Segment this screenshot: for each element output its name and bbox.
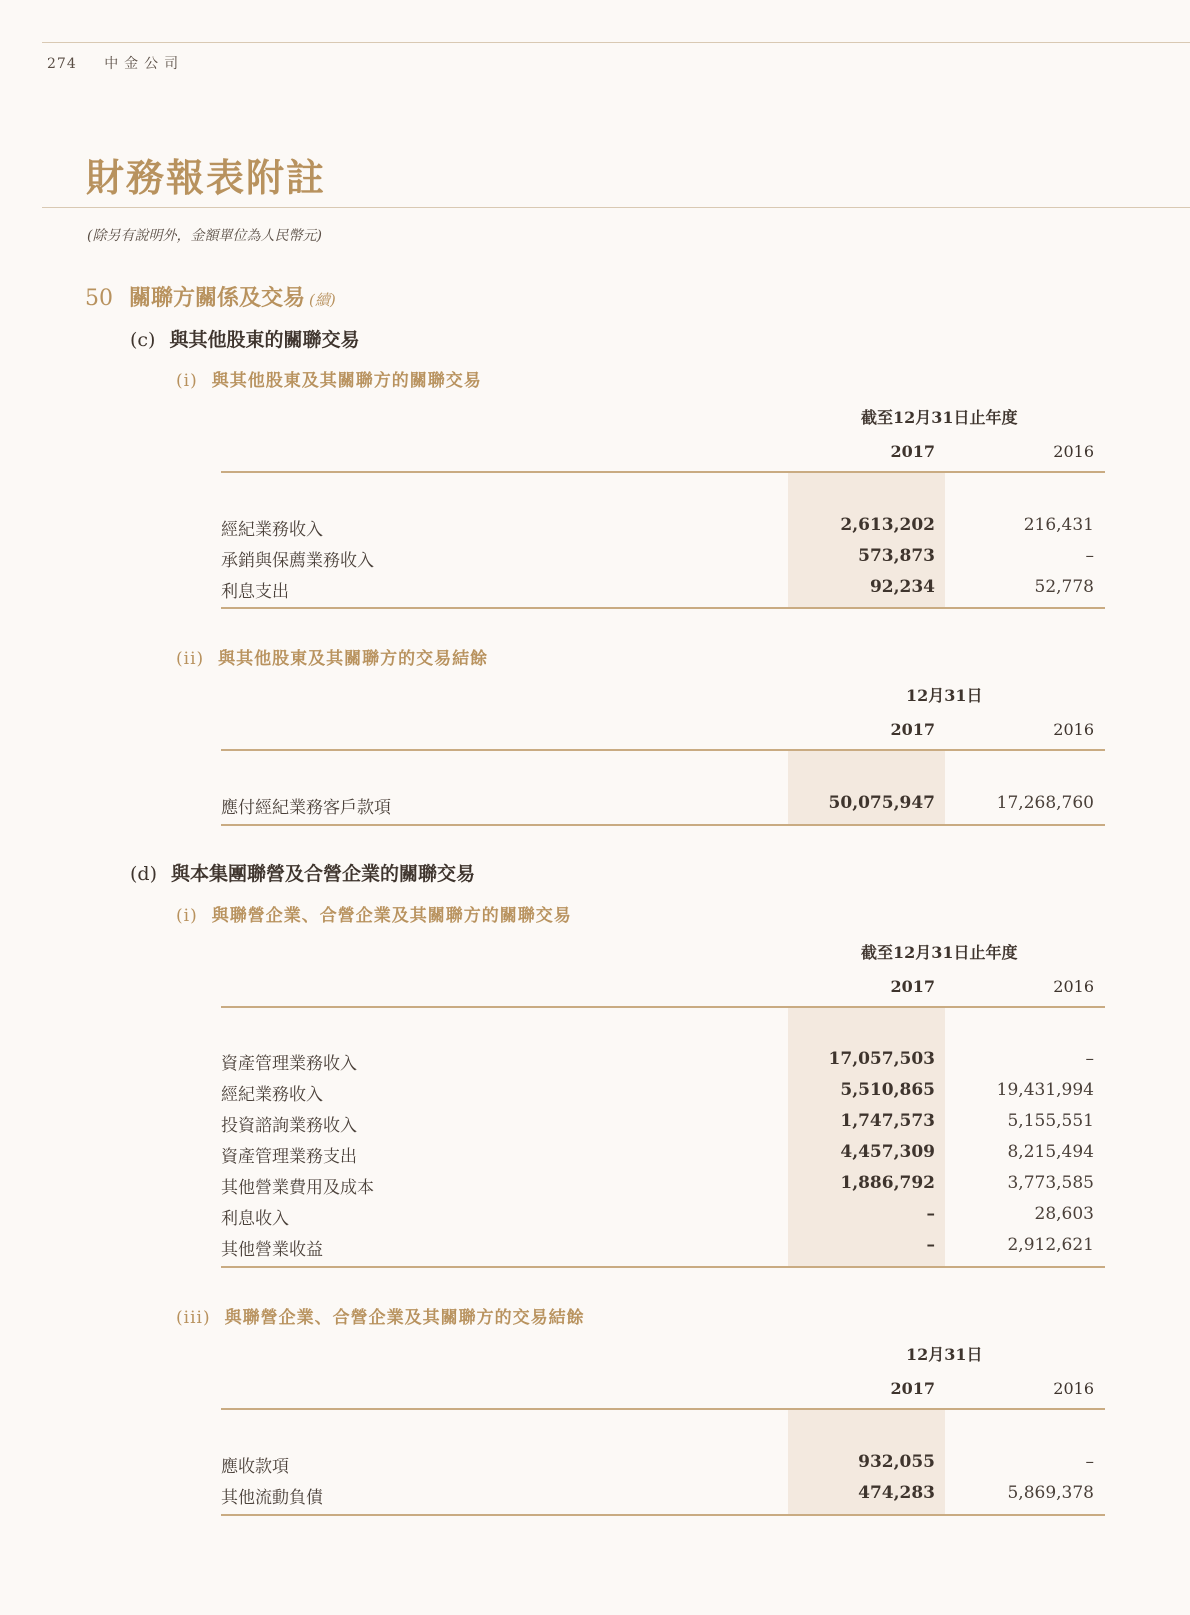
value-2016: 52,778 [1034, 577, 1094, 597]
section-heading [85, 281, 336, 312]
page-title: 財務報表附註 [86, 155, 327, 200]
year-2016-header: 2016 [1053, 720, 1094, 739]
year-2017-header: 2017 [890, 720, 935, 739]
table-d-i [221, 940, 1105, 1270]
year-2016-header: 2016 [1053, 977, 1094, 996]
row-label: 資產管理業務收入 [221, 1054, 357, 1074]
value-2016: – [1085, 1452, 1094, 1472]
section-number: 50 [85, 286, 113, 311]
c-i-label: (i) [176, 371, 198, 391]
row-label: 應付經紀業務客戶款項 [221, 798, 391, 818]
table-row [221, 1173, 1105, 1204]
d-iii-label: (iii) [176, 1308, 211, 1328]
value-2017: – [926, 1235, 935, 1255]
footer-rule [221, 607, 1105, 609]
c-ii-label: (ii) [176, 649, 205, 669]
year-2017-header: 2017 [890, 1379, 935, 1398]
value-2017: 932,055 [858, 1452, 935, 1472]
table-row [221, 1111, 1105, 1142]
table-row [221, 515, 1105, 546]
year-2016-header: 2016 [1053, 442, 1094, 461]
row-label: 利息收入 [221, 1209, 289, 1229]
company-name: 中金公司 [104, 56, 185, 72]
table-d-iii [221, 1342, 1105, 1517]
value-2016: 216,431 [1023, 515, 1094, 535]
section-title: 關聯方關係及交易 [129, 285, 306, 311]
value-2017: 17,057,503 [828, 1049, 935, 1069]
table-c-ii [221, 683, 1105, 828]
subsection-d-label: (d) [130, 863, 157, 885]
d-i-label: (i) [176, 906, 198, 926]
footer-rule [221, 1266, 1105, 1268]
value-2016: – [1085, 1049, 1094, 1069]
value-2016: 5,869,378 [1007, 1483, 1094, 1503]
value-2017: 50,075,947 [828, 793, 935, 813]
value-2017: – [926, 1204, 935, 1224]
table-row [221, 793, 1105, 824]
c-i-heading [176, 366, 482, 391]
value-2017: 92,234 [869, 577, 935, 597]
table-row [221, 1235, 1105, 1266]
period-header: 12月31日 [906, 1345, 983, 1364]
row-label: 其他營業費用及成本 [221, 1178, 374, 1198]
header-rule [221, 471, 1105, 473]
subsection-c-heading [130, 325, 359, 352]
value-2017: 2,613,202 [840, 515, 935, 535]
value-2017: 4,457,309 [840, 1142, 935, 1162]
value-2017: 1,886,792 [840, 1173, 935, 1193]
table-row [221, 1483, 1105, 1514]
value-2016: 3,773,585 [1007, 1173, 1094, 1193]
year-2016-header: 2016 [1053, 1379, 1094, 1398]
section-continued: (續) [309, 291, 336, 309]
value-2017: 573,873 [858, 546, 935, 566]
subsection-d-heading [130, 859, 475, 886]
table-row [221, 1452, 1105, 1483]
row-label: 其他營業收益 [221, 1240, 323, 1260]
subsection-d-title: 與本集團聯營及合營企業的關聯交易 [171, 863, 476, 885]
value-2016: 2,912,621 [1007, 1235, 1094, 1255]
table-row [221, 1204, 1105, 1235]
d-iii-heading [176, 1303, 585, 1328]
subsection-c-title: 與其他股東的關聯交易 [169, 329, 360, 351]
value-2016: 5,155,551 [1007, 1111, 1094, 1131]
c-ii-heading [176, 644, 488, 669]
value-2016: 28,603 [1034, 1204, 1094, 1224]
value-2016: 8,215,494 [1007, 1142, 1094, 1162]
row-label: 經紀業務收入 [221, 520, 323, 540]
value-2016: – [1085, 546, 1094, 566]
value-2017: 5,510,865 [840, 1080, 935, 1100]
c-i-title: 與其他股東及其關聯方的關聯交易 [211, 371, 482, 391]
row-label: 資產管理業務支出 [221, 1147, 357, 1167]
period-header: 12月31日 [906, 686, 983, 705]
footer-rule [221, 1514, 1105, 1516]
c-ii-title: 與其他股東及其關聯方的交易結餘 [218, 649, 489, 669]
page-number: 274 [47, 56, 77, 72]
subsection-c-label: (c) [130, 329, 156, 351]
year-2017-header: 2017 [890, 442, 935, 461]
header-rule [221, 1408, 1105, 1410]
d-i-heading [176, 901, 572, 926]
footer-rule [221, 824, 1105, 826]
table-row [221, 1080, 1105, 1111]
top-rule [42, 42, 1190, 43]
table-row [221, 577, 1105, 608]
table-row [221, 546, 1105, 577]
row-label: 利息支出 [221, 582, 289, 602]
period-header: 截至12月31日止年度 [861, 943, 1018, 962]
d-i-title: 與聯營企業、合營企業及其關聯方的關聯交易 [211, 906, 572, 926]
value-2017: 1,747,573 [840, 1111, 935, 1131]
row-label: 應收款項 [221, 1457, 289, 1477]
table-c-i [221, 405, 1105, 610]
table-row [221, 1049, 1105, 1080]
row-label: 承銷與保薦業務收入 [221, 551, 374, 571]
currency-note: (除另有說明外，金額單位為人民幣元) [87, 228, 322, 244]
value-2016: 17,268,760 [996, 793, 1094, 813]
d-iii-title: 與聯營企業、合營企業及其關聯方的交易結餘 [224, 1308, 585, 1328]
value-2017: 474,283 [858, 1483, 935, 1503]
row-label: 經紀業務收入 [221, 1085, 323, 1105]
page-header [47, 53, 184, 73]
value-2016: 19,431,994 [996, 1080, 1094, 1100]
header-rule [221, 1006, 1105, 1008]
row-label: 其他流動負債 [221, 1488, 323, 1508]
header-rule [221, 749, 1105, 751]
title-rule [42, 207, 1190, 208]
period-header: 截至12月31日止年度 [861, 408, 1018, 427]
row-label: 投資諮詢業務收入 [221, 1116, 357, 1136]
year-2017-header: 2017 [890, 977, 935, 996]
table-row [221, 1142, 1105, 1173]
